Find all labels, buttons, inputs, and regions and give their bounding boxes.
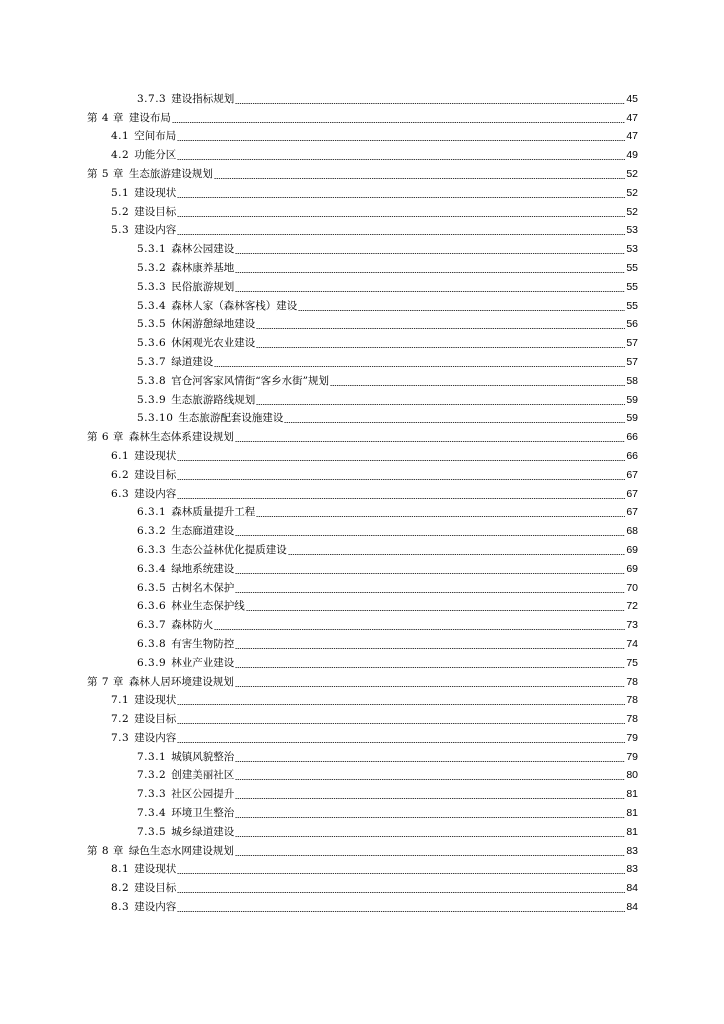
toc-entry-page-number: 53 [626, 243, 638, 256]
toc-entry-title: 休闲游憩绿地建设 [171, 318, 256, 331]
toc-entry[interactable] [0, 237, 724, 256]
toc-entry-number: 8.1 [111, 863, 130, 876]
toc-entry-title: 建设内容 [134, 487, 177, 500]
toc-entry-page-number: 66 [626, 449, 638, 462]
dot-leader [235, 535, 625, 536]
toc-entry-number: 5.3.10 [137, 412, 174, 425]
dot-leader [214, 178, 625, 179]
toc-entry-page-number: 81 [626, 788, 638, 801]
toc-entry-page-number: 52 [626, 205, 638, 218]
toc-entry-page-number: 69 [626, 562, 638, 575]
dot-leader [288, 554, 626, 555]
toc-entry-number: 5.2 [111, 205, 130, 218]
toc-entry[interactable] [0, 369, 724, 388]
toc-entry-number: 第 5 章 [87, 167, 124, 180]
toc-entry-title: 社区公园提升 [171, 788, 235, 801]
toc-entry-page-number: 81 [626, 807, 638, 820]
toc-entry-title: 生态旅游配套设施建设 [178, 412, 284, 425]
toc-entry-page-number: 52 [626, 167, 638, 180]
toc-entry-number: 5.3.2 [137, 261, 167, 274]
toc-entry-number: 5.3.5 [137, 318, 167, 331]
toc-entry[interactable] [0, 613, 724, 632]
toc-entry-title: 创建美丽社区 [171, 769, 235, 782]
toc-entry-page-number: 53 [626, 224, 638, 237]
toc-entry-number: 6.3.8 [137, 637, 167, 650]
toc-entry[interactable] [0, 181, 724, 200]
toc-entry-page-number: 80 [626, 769, 638, 782]
toc-entry-page-number: 83 [626, 844, 638, 857]
toc-entry-number: 第 4 章 [87, 111, 124, 124]
dot-leader [235, 272, 625, 273]
toc-entry-title: 生态公益林优化提质建设 [171, 543, 287, 556]
toc-entry-number: 4.1 [111, 130, 130, 143]
dot-leader [177, 140, 625, 141]
toc-entry-page-number: 58 [626, 374, 638, 387]
dot-leader [177, 216, 625, 217]
toc-entry[interactable] [0, 444, 724, 463]
toc-entry-number: 7.3.1 [137, 750, 167, 763]
dot-leader [330, 385, 625, 386]
toc-entry[interactable] [0, 782, 724, 801]
toc-entry-page-number: 75 [626, 656, 638, 669]
toc-entry-title: 城镇风貌整治 [171, 750, 235, 763]
toc-entry[interactable] [0, 425, 724, 444]
toc-entry-title: 建设内容 [134, 731, 177, 744]
toc-entry-page-number: 83 [626, 863, 638, 876]
toc-entry-number: 7.3 [111, 731, 130, 744]
toc-entry[interactable] [0, 407, 724, 426]
toc-entry-page-number: 79 [626, 731, 638, 744]
toc-entry-title: 建设布局 [128, 111, 171, 124]
table-of-contents [0, 87, 724, 914]
dot-leader [246, 610, 626, 611]
dot-leader [235, 817, 625, 818]
toc-entry-number: 7.3.5 [137, 825, 167, 838]
toc-entry-title: 建设目标 [134, 882, 177, 895]
dot-leader [235, 855, 625, 856]
dot-leader [214, 629, 625, 630]
toc-entry-title: 建设现状 [134, 863, 177, 876]
toc-entry-title: 建设目标 [134, 468, 177, 481]
toc-entry[interactable] [0, 632, 724, 651]
toc-entry[interactable] [0, 143, 724, 162]
toc-entry-title: 绿色生态水网建设规划 [128, 844, 234, 857]
toc-entry-number: 6.3.4 [137, 562, 167, 575]
toc-entry-title: 绿道建设 [171, 355, 214, 368]
dot-leader [177, 911, 625, 912]
toc-entry-title: 建设目标 [134, 205, 177, 218]
toc-entry-number: 6.3.9 [137, 656, 167, 669]
toc-entry-title: 森林人家（森林客栈）建设 [171, 299, 298, 312]
dot-leader [235, 103, 625, 104]
toc-entry[interactable] [0, 557, 724, 576]
toc-entry-title: 林业生态保护线 [171, 600, 245, 613]
toc-entry[interactable] [0, 162, 724, 181]
toc-entry-number: 7.3.2 [137, 769, 167, 782]
toc-entry-number: 5.3.3 [137, 280, 167, 293]
toc-entry-title: 森林质量提升工程 [171, 506, 256, 519]
toc-entry-page-number: 74 [626, 637, 638, 650]
toc-entry[interactable] [0, 839, 724, 858]
dot-leader [235, 836, 625, 837]
toc-entry-number: 8.3 [111, 901, 130, 914]
toc-entry-page-number: 55 [626, 280, 638, 293]
toc-entry-title: 建设现状 [134, 449, 177, 462]
toc-entry-title: 民俗旅游规划 [171, 280, 235, 293]
dot-leader [235, 761, 625, 762]
toc-entry-page-number: 70 [626, 581, 638, 594]
toc-entry-page-number: 73 [626, 619, 638, 632]
toc-entry-title: 环境卫生整治 [171, 807, 235, 820]
toc-entry-page-number: 57 [626, 355, 638, 368]
toc-entry-number: 6.3.7 [137, 619, 167, 632]
toc-entry-number: 7.3.3 [137, 788, 167, 801]
toc-entry-page-number: 81 [626, 825, 638, 838]
toc-entry[interactable] [0, 895, 724, 914]
toc-entry[interactable] [0, 764, 724, 783]
toc-entry-number: 6.3.5 [137, 581, 167, 594]
dot-leader [177, 498, 625, 499]
toc-entry[interactable] [0, 670, 724, 689]
toc-entry-title: 有害生物防控 [171, 637, 235, 650]
toc-entry[interactable] [0, 482, 724, 501]
toc-entry-number: 8.2 [111, 882, 130, 895]
toc-entry[interactable] [0, 595, 724, 614]
toc-entry-title: 生态廊道建设 [171, 525, 235, 538]
toc-entry-number: 6.1 [111, 449, 130, 462]
toc-entry[interactable] [0, 388, 724, 407]
toc-entry-title: 生态旅游建设规划 [128, 167, 213, 180]
toc-entry[interactable] [0, 275, 724, 294]
toc-entry-title: 建设内容 [134, 901, 177, 914]
toc-entry-number: 5.3.9 [137, 393, 167, 406]
toc-entry-title: 林业产业建设 [171, 656, 235, 669]
toc-entry[interactable] [0, 501, 724, 520]
toc-entry-title: 古树名木保护 [171, 581, 235, 594]
toc-entry-title: 森林生态体系建设规划 [128, 431, 234, 444]
toc-entry-page-number: 79 [626, 750, 638, 763]
dot-leader [235, 779, 625, 780]
toc-entry[interactable] [0, 463, 724, 482]
toc-entry-number: 第 7 章 [87, 675, 124, 688]
toc-entry[interactable] [0, 519, 724, 538]
dot-leader [177, 479, 625, 480]
toc-entry-title: 生态旅游路线规划 [171, 393, 256, 406]
dot-leader [177, 197, 625, 198]
dot-leader [177, 892, 625, 893]
toc-entry[interactable] [0, 200, 724, 219]
toc-entry[interactable] [0, 651, 724, 670]
toc-entry[interactable] [0, 745, 724, 764]
toc-entry-number: 7.1 [111, 694, 130, 707]
toc-entry[interactable] [0, 256, 724, 275]
toc-entry-number: 5.3.6 [137, 337, 167, 350]
toc-entry-number: 5.1 [111, 186, 130, 199]
dot-leader [177, 234, 625, 235]
toc-entry-title: 建设目标 [134, 713, 177, 726]
toc-entry-number: 第 8 章 [87, 844, 124, 857]
toc-entry[interactable] [0, 820, 724, 839]
toc-entry-title: 城乡绿道建设 [171, 825, 235, 838]
toc-entry-page-number: 84 [626, 882, 638, 895]
toc-entry-number: 7.2 [111, 713, 130, 726]
toc-entry-page-number: 59 [626, 412, 638, 425]
toc-entry-title: 森林公园建设 [171, 243, 235, 256]
toc-entry-page-number: 47 [626, 111, 638, 124]
dot-leader [235, 592, 625, 593]
toc-entry-number: 6.3.2 [137, 525, 167, 538]
toc-entry-page-number: 56 [626, 318, 638, 331]
dot-leader [235, 291, 625, 292]
dot-leader [177, 742, 625, 743]
toc-entry-page-number: 78 [626, 694, 638, 707]
dot-leader [235, 441, 625, 442]
dot-leader [177, 159, 625, 160]
toc-entry[interactable] [0, 294, 724, 313]
toc-entry-number: 5.3.1 [137, 243, 167, 256]
toc-entry-page-number: 47 [626, 130, 638, 143]
toc-entry-number: 3.7.3 [137, 92, 167, 105]
toc-entry-number: 第 6 章 [87, 431, 124, 444]
toc-entry-title: 森林康养基地 [171, 261, 235, 274]
toc-entry-number: 5.3.8 [137, 374, 167, 387]
toc-entry-page-number: 72 [626, 600, 638, 613]
toc-entry-title: 建设内容 [134, 224, 177, 237]
toc-entry[interactable] [0, 876, 724, 895]
toc-entry-page-number: 69 [626, 543, 638, 556]
toc-entry[interactable] [0, 707, 724, 726]
dot-leader [235, 253, 625, 254]
dot-leader [235, 686, 625, 687]
toc-entry[interactable] [0, 576, 724, 595]
dot-leader [235, 798, 625, 799]
toc-entry-page-number: 55 [626, 261, 638, 274]
dot-leader [177, 723, 625, 724]
toc-entry[interactable] [0, 219, 724, 238]
toc-entry[interactable] [0, 538, 724, 557]
dot-leader [214, 366, 625, 367]
toc-entry-number: 5.3.7 [137, 355, 167, 368]
toc-entry-title: 建设现状 [134, 186, 177, 199]
dot-leader [177, 460, 625, 461]
dot-leader [235, 667, 625, 668]
toc-entry-number: 6.3.3 [137, 543, 167, 556]
toc-entry-number: 7.3.4 [137, 807, 167, 820]
toc-entry-page-number: 57 [626, 337, 638, 350]
dot-leader [256, 404, 625, 405]
toc-entry-page-number: 59 [626, 393, 638, 406]
dot-leader [298, 310, 625, 311]
toc-entry-page-number: 45 [626, 92, 638, 105]
toc-entry-number: 4.2 [111, 149, 130, 162]
toc-entry-page-number: 78 [626, 675, 638, 688]
toc-entry[interactable] [0, 87, 724, 106]
toc-entry-title: 建设现状 [134, 694, 177, 707]
toc-entry-title: 空间布局 [134, 130, 177, 143]
toc-entry-page-number: 78 [626, 713, 638, 726]
toc-entry-page-number: 84 [626, 901, 638, 914]
toc-entry-title: 绿地系统建设 [171, 562, 235, 575]
toc-entry-number: 6.3.1 [137, 506, 167, 519]
toc-entry-page-number: 67 [626, 468, 638, 481]
dot-leader [177, 704, 625, 705]
toc-entry[interactable] [0, 858, 724, 877]
toc-entry-number: 6.3.6 [137, 600, 167, 613]
dot-leader [284, 422, 625, 423]
dot-leader [172, 122, 625, 123]
toc-entry-page-number: 55 [626, 299, 638, 312]
toc-entry-title: 建设指标规划 [171, 92, 235, 105]
toc-entry-page-number: 68 [626, 525, 638, 538]
toc-entry[interactable] [0, 726, 724, 745]
toc-entry[interactable] [0, 125, 724, 144]
toc-entry-page-number: 52 [626, 186, 638, 199]
dot-leader [256, 347, 625, 348]
toc-entry-number: 5.3 [111, 224, 130, 237]
toc-entry-page-number: 66 [626, 431, 638, 444]
toc-entry[interactable] [0, 313, 724, 332]
toc-entry-title: 休闲观光农业建设 [171, 337, 256, 350]
dot-leader [235, 573, 625, 574]
toc-entry[interactable] [0, 689, 724, 708]
toc-entry[interactable] [0, 331, 724, 350]
toc-entry[interactable] [0, 350, 724, 369]
toc-entry-title: 功能分区 [134, 149, 177, 162]
toc-entry-number: 6.3 [111, 487, 130, 500]
toc-entry[interactable] [0, 801, 724, 820]
toc-entry-page-number: 67 [626, 506, 638, 519]
toc-entry-title: 官仓河客家风情街“客乡水街”规划 [171, 374, 329, 387]
toc-entry[interactable] [0, 106, 724, 125]
toc-entry-title: 森林人居环境建设规划 [128, 675, 234, 688]
toc-entry-page-number: 49 [626, 149, 638, 162]
toc-entry-number: 5.3.4 [137, 299, 167, 312]
toc-entry-page-number: 67 [626, 487, 638, 500]
dot-leader [256, 516, 625, 517]
dot-leader [235, 648, 625, 649]
dot-leader [256, 328, 625, 329]
toc-entry-number: 6.2 [111, 468, 130, 481]
toc-entry-title: 森林防火 [171, 619, 214, 632]
dot-leader [177, 873, 625, 874]
